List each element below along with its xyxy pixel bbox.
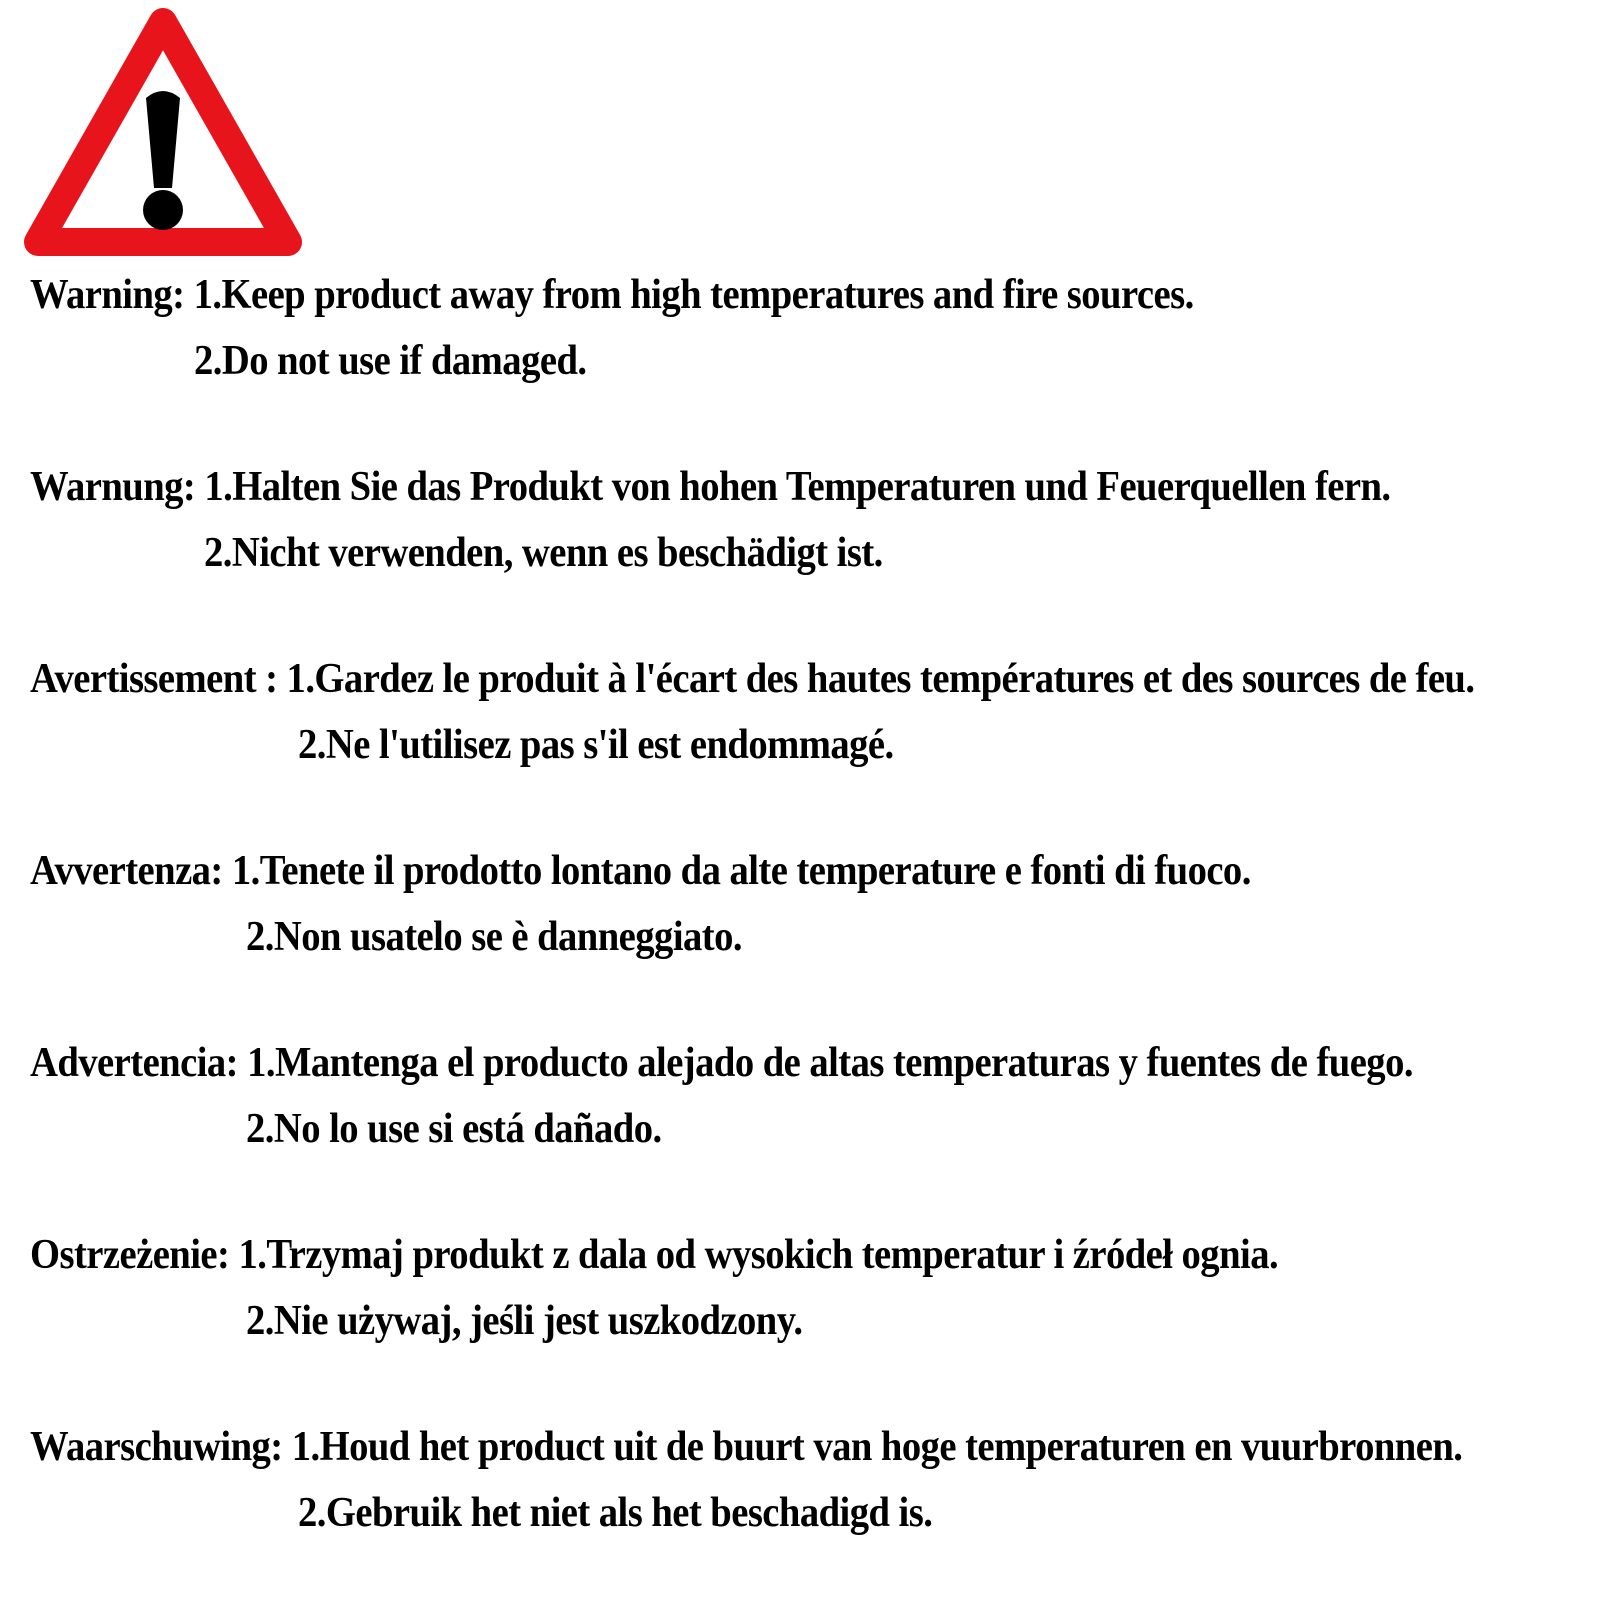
warning-block-pl — [30, 1222, 1590, 1354]
warning-item-1: 1.Trzymaj produkt z dala od wysokich temperatur i źródeł ognia. — [238, 1232, 1279, 1278]
warning-item-1: 1.Gardez le produit à l'écart des hautes températures et des sources de feu. — [286, 656, 1475, 702]
warning-line-1 — [30, 1222, 1465, 1288]
warning-block-es — [30, 1030, 1590, 1162]
warning-item-2: 2.Do not use if damaged. — [194, 338, 587, 384]
warning-line-1 — [30, 454, 1465, 520]
warning-block-en — [30, 262, 1590, 394]
warning-block-de — [30, 454, 1590, 586]
warning-label: Waarschuwing: — [30, 1424, 283, 1470]
warning-item-2: 2.Ne l'utilisez pas s'il est endommagé. — [298, 722, 894, 768]
warning-block-nl — [30, 1414, 1590, 1546]
warning-item-2: 2.Non usatelo se è danneggiato. — [246, 914, 742, 960]
warning-block-fr — [30, 646, 1590, 778]
warning-line-1 — [30, 1030, 1465, 1096]
warning-item-2: 2.No lo use si está dañado. — [246, 1106, 662, 1152]
warning-item-2: 2.Nicht verwenden, wenn es beschädigt ist. — [204, 530, 883, 576]
warning-item-1: 1.Tenete il prodotto lontano da alte temperature e fonti di fuoco. — [231, 848, 1251, 894]
warning-label: Avertissement : — [30, 656, 278, 702]
warning-label: Avvertenza: — [30, 848, 223, 894]
warning-item-2: 2.Nie używaj, jeśli jest uszkodzony. — [246, 1298, 803, 1344]
warning-item-2: 2.Gebruik het niet als het beschadigd is. — [298, 1490, 933, 1536]
warning-item-1: 1.Halten Sie das Produkt von hohen Temperaturen und Feuerquellen fern. — [204, 464, 1391, 510]
warning-item-1: 1.Houd het product uit de buurt van hoge temperaturen en vuurbronnen. — [291, 1424, 1463, 1470]
warning-item-1: 1.Mantenga el producto alejado de altas temperaturas y fuentes de fuego. — [247, 1040, 1413, 1086]
warning-block-it — [30, 838, 1590, 970]
warning-label: Warning: — [30, 272, 185, 318]
warning-line-1 — [30, 262, 1465, 328]
warning-label: Warnung: — [30, 464, 196, 510]
warning-label: Advertencia: — [30, 1040, 238, 1086]
warning-item-1: 1.Keep product away from high temperatures and fire sources. — [193, 272, 1194, 318]
warning-line-1 — [30, 646, 1475, 712]
warning-line-1 — [30, 838, 1465, 904]
warning-label: Ostrzeżenie: — [30, 1232, 230, 1278]
warning-triangle-icon — [18, 6, 308, 262]
warning-line-1 — [30, 1414, 1465, 1480]
